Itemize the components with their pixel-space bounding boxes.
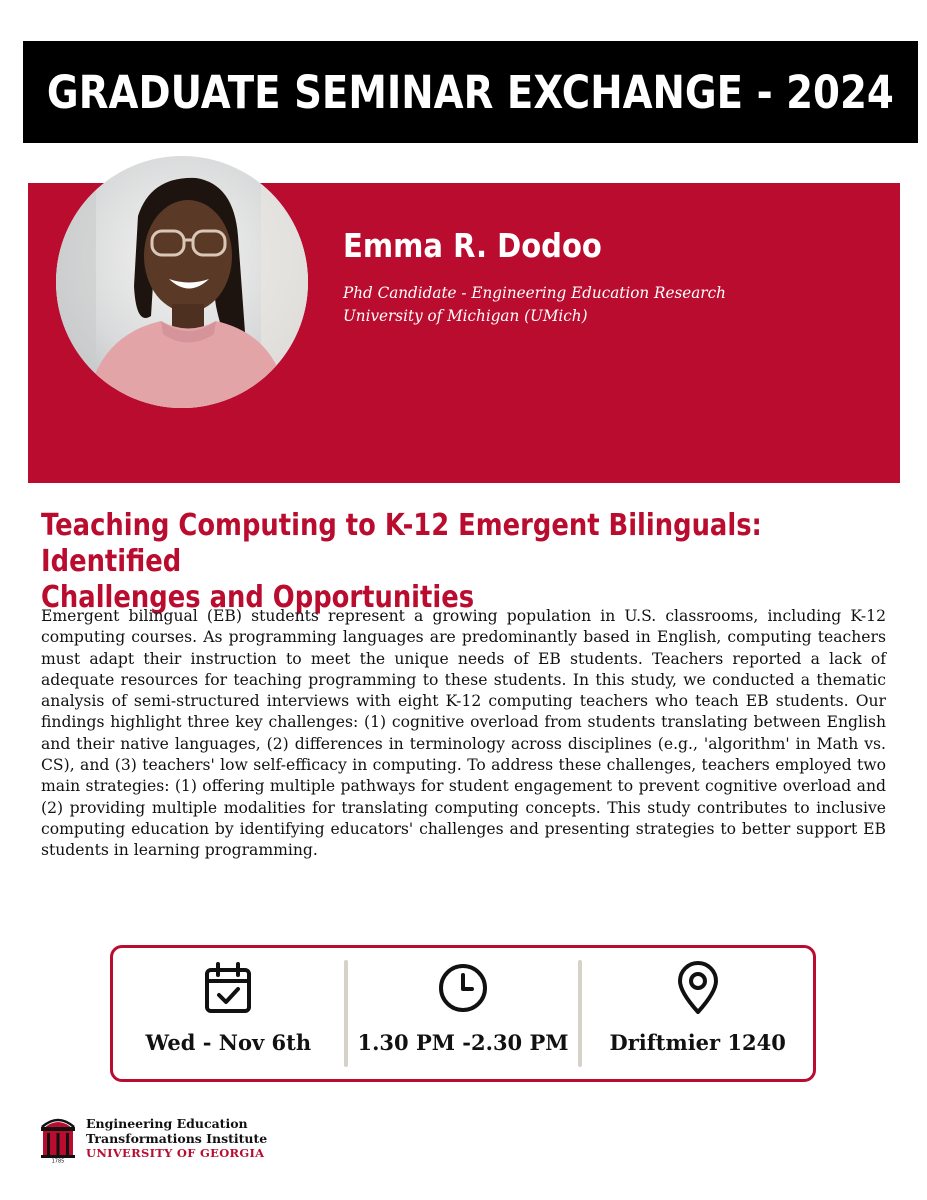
calendar-check-icon (203, 960, 253, 1016)
talk-title (41, 508, 901, 616)
institute-line-1: Engineering Education (86, 1115, 248, 1131)
talk-title-line-1: Teaching Computing to K-12 Emergent Bilinguals: Identified (41, 508, 762, 579)
talk-title-line-2: Challenges and Opportunities (41, 580, 475, 615)
talk-abstract: Emergent bilingual (EB) students represent a growing population in U.S. classrooms, including K-12 computing courses. As programming languages are predominantly based in English, computing teachers must adapt their instruction to meet the unique needs of EB students. Teachers reported a lack of adequate resources for teaching programming to these students. In this study, we conducted a thematic analysis of semi-structured interviews with eight K-12 computing teachers who teach EB students. Our findings highlight three key challenges: (1) cognitive overload from students translating between English and their native languages, (2) differences in terminology across disciplines (e.g., 'algorithm' in Math vs. CS), and (3) teachers' low self-efficacy in computing. To address these challenges, teachers employed two main strategies: (1) offering multiple pathways for student engagement to prevent cognitive overload and (2) providing multiple modalities for translating computing concepts. This study contributes to inclusive computing education by identifying educators' challenges and presenting strategies to better support EB students in learning programming. (41, 607, 886, 860)
event-details (110, 945, 816, 1082)
header-bar (23, 41, 918, 143)
logo-year: 1785 (51, 1158, 65, 1163)
uga-arch-logo (40, 1113, 76, 1163)
event-location-label: Driftmier 1240 (609, 1030, 786, 1055)
institute-line-2: Transformations Institute (86, 1130, 268, 1146)
institute-name (86, 1116, 267, 1161)
event-time (348, 948, 579, 1079)
event-date-label: Wed - Nov 6th (145, 1030, 312, 1055)
speaker-name: Emma R. Dodoo (343, 226, 602, 265)
event-location (582, 948, 813, 1079)
speaker-affiliation: University of Michigan (UMich) (343, 306, 588, 325)
event-time-label: 1.30 PM -2.30 PM (357, 1030, 569, 1055)
university-name: UNIVERSITY OF GEORGIA (86, 1145, 265, 1160)
map-pin-icon (675, 960, 721, 1016)
speaker-role: Phd Candidate - Engineering Education Research (343, 283, 726, 302)
clock-icon (436, 960, 490, 1016)
footer (40, 1113, 267, 1163)
event-date (113, 948, 344, 1079)
speaker-photo (56, 156, 308, 408)
page-title: GRADUATE SEMINAR EXCHANGE - 2024 (47, 65, 894, 119)
